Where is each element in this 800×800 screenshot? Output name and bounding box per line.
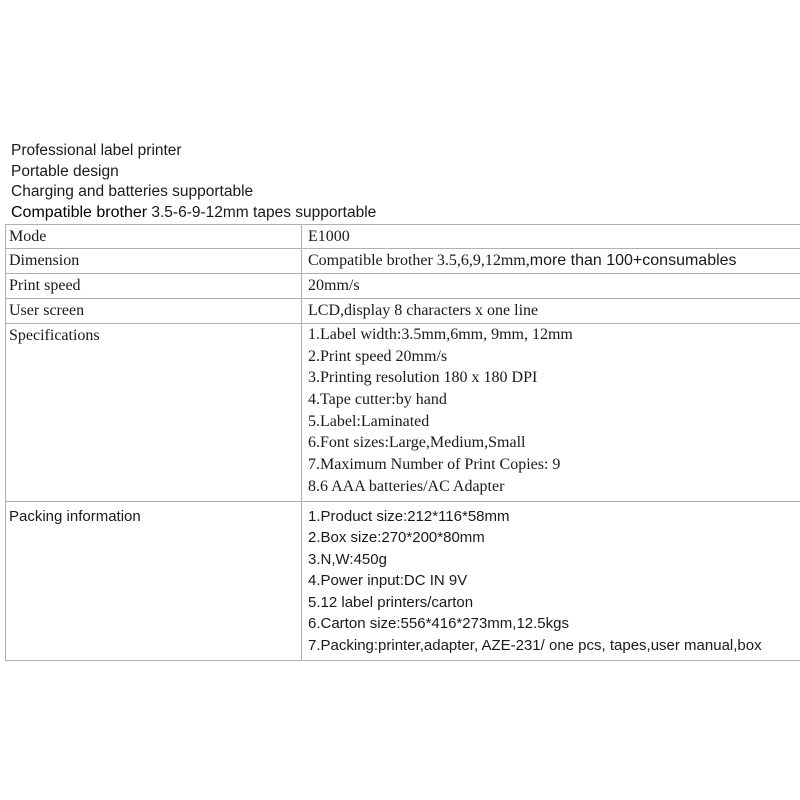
row-label: Dimension [5,249,302,273]
intro-line: Charging and batteries supportable [11,183,254,200]
table-row-mode [5,225,800,249]
table-row-user-screen [5,299,800,324]
row-label: Specifications [5,324,302,501]
row-label: User screen [5,299,302,323]
table-row-print-speed [5,274,800,299]
list-item: 3.N,W:450g [308,550,387,568]
dimension-value-part: Compatible brother 3.5,6,9,12mm, [308,252,530,269]
row-value: E1000 [308,228,350,245]
intro-line-tapes: 3.5-6-9-12mm tapes supportable [147,203,377,221]
row-label: Print speed [5,274,302,298]
list-item: 2.Box size:270*200*80mm [308,529,485,547]
list-item: 7.Maximum Number of Print Copies: 9 [308,456,561,474]
table-row-packing [5,502,800,661]
intro-line: Professional label printer [11,142,182,159]
spec-table [5,224,800,661]
row-value [302,249,800,273]
row-value: LCD,display 8 characters x one line [308,302,539,319]
list-item: 2.Print speed 20mm/s [308,347,448,365]
list-item: 4.Tape cutter:by hand [308,391,447,409]
specifications-list [302,324,800,501]
row-label: Mode [5,225,302,248]
row-value: 20mm/s [308,277,360,294]
intro-line-brand: Compatible brother [11,203,148,221]
row-label: Packing information [5,502,302,660]
list-item: 1.Label width:3.5mm,6mm, 9mm, 12mm [308,326,573,343]
table-row-dimension [5,249,800,274]
list-item: 5.12 label printers/carton [308,593,474,611]
list-item: 4.Power input:DC IN 9V [308,572,468,590]
intro-text [11,141,376,223]
intro-line: Portable design [11,162,119,180]
list-item: 7.Packing:printer,adapter, AZE-231/ one pcs, tapes,user manual,box [308,637,762,655]
list-item: 5.Label:Laminated [308,412,430,430]
table-row-specifications [5,324,800,502]
intro-line [11,203,376,224]
list-item: 6.Font sizes:Large,Medium,Small [308,434,526,452]
list-item: 1.Product size:212*116*58mm [308,507,510,525]
packing-list [302,502,800,660]
list-item: 6.Carton size:556*416*273mm,12.5kgs [308,615,569,633]
list-item: 3.Printing resolution 180 x 180 DPI [308,369,538,387]
dimension-value-part: more than 100+consumables [529,252,737,269]
list-item: 8.6 AAA batteries/AC Adapter [308,477,505,495]
